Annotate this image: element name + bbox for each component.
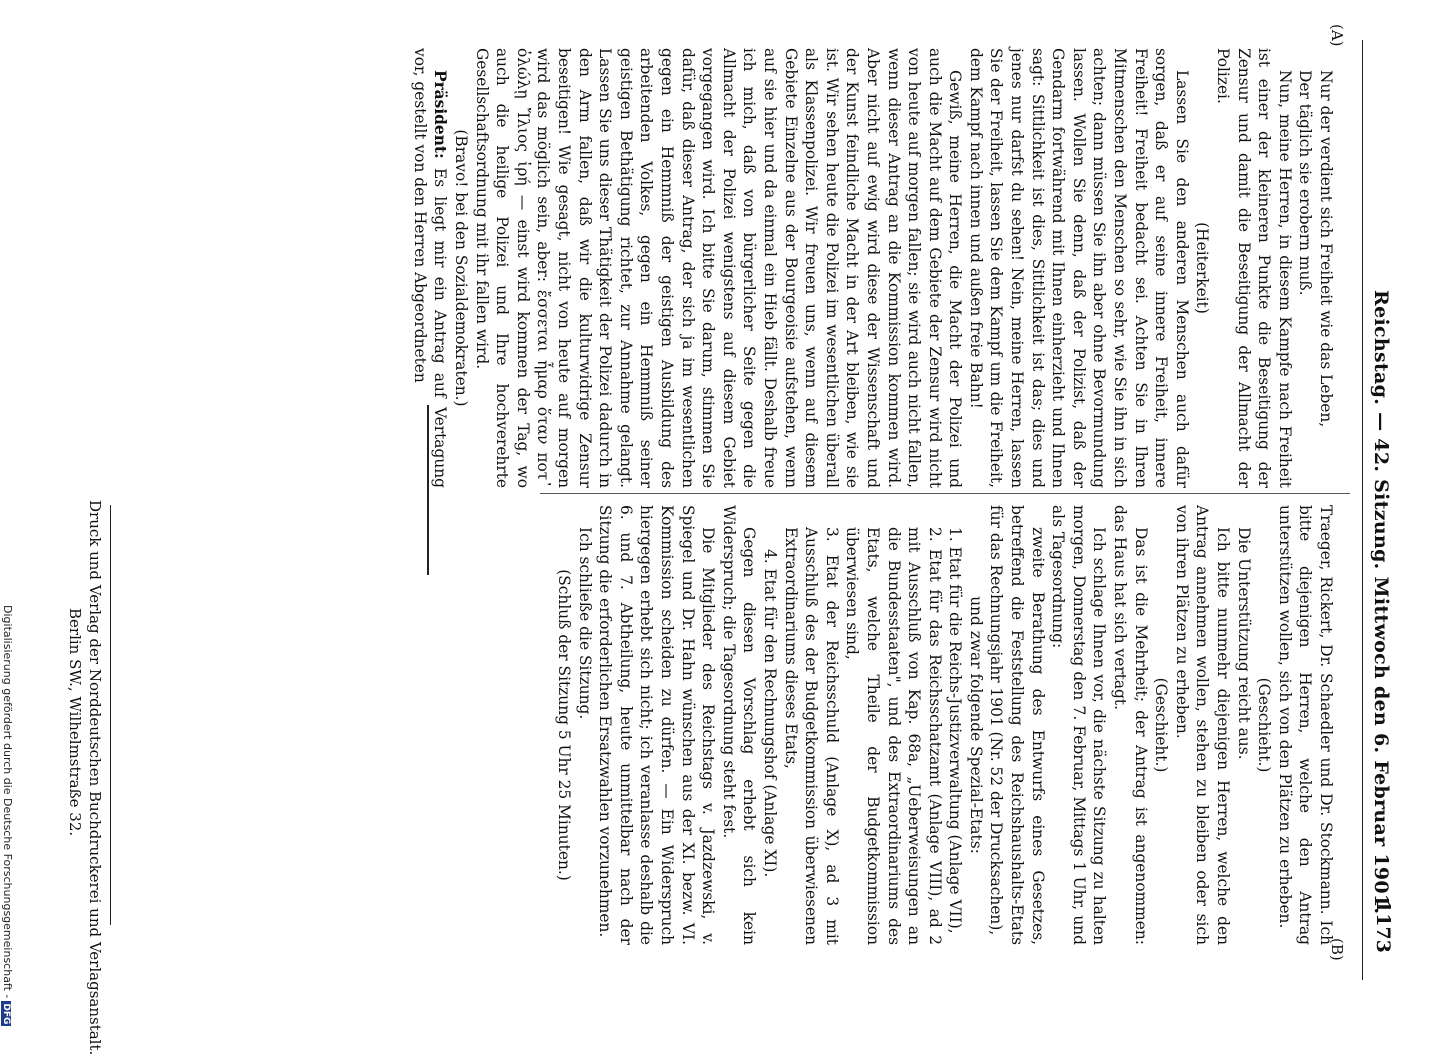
- left-column-paragraph: (Bravo! bei den Sozialdemokraten.): [452, 129, 471, 407]
- page-number: 1173: [1372, 900, 1394, 953]
- text-column-right: [556, 505, 1336, 945]
- right-column-paragraph: (Geschieht.): [1255, 677, 1274, 773]
- right-column-paragraph: Gegen diesen Vorschlag erhebt sich kein Widerspruch; die Tagesordnung steht fest.: [719, 505, 759, 945]
- text-column-left: [410, 48, 1336, 488]
- running-header: [1370, 290, 1392, 914]
- margin-marker-a: (A): [1328, 24, 1346, 47]
- header-rule: [1362, 40, 1363, 980]
- imprint-line-2: Berlin SW., Wilhelmstraße 32.: [66, 608, 84, 837]
- left-column-paragraph: (Heiterkeit): [1193, 222, 1212, 314]
- right-column-paragraph: 4. Etat für den Rechnungshof (Anlage XI).: [760, 549, 779, 878]
- left-column-paragraph: Der täglich sie erobern muß.: [1296, 70, 1315, 296]
- right-column-paragraph: Traeger, Rickert, Dr. Schaedler und Dr. Stockmann. Ich bitte diejenigen Herren, welche den Antrag unterstützen wollen, sich von den Plätzen zu erheben.: [1275, 505, 1335, 945]
- right-column-paragraph: zweite Berathung des Entwurfs eines Gesetzes, betreffend die Feststellung des Reichshaushalts-Etats für das Rechnungsjahr 1901 (Nr. 52 der Drucksachen),: [987, 505, 1047, 945]
- right-column-paragraph: (Schluß der Sitzung 5 Uhr 25 Minuten.): [555, 569, 574, 881]
- decorative-vertical-line: [427, 405, 429, 575]
- imprint-line-1: Druck und Verlag der Norddeutschen Buchdruckerei und Verlagsanstalt.: [86, 500, 104, 1055]
- right-column-paragraph: 3. Etat der Reichsschuld (Anlage X), ad 3 mit Ausschluß des der Budgetkommission überwiesenen Extraordinariums dieses Etats,: [781, 527, 841, 945]
- left-column-paragraph: Nun, meine Herren, in diesem Kampfe nach Freiheit ist einer der kleineren Punkte die Beseitigung der Zensur und damit die Beseitigung der Allmacht der Polizei.: [1214, 48, 1294, 488]
- dfg-logo: DFG: [1, 1003, 11, 1025]
- right-column-paragraph: Das ist die Mehrheit; der Antrag ist angenommen: das Haus hat sich vertagt.: [1111, 505, 1150, 945]
- right-column-paragraph: 2. Etat für das Reichsschatzamt (Anlage VIII), ad 2 mit Ausschluß von Kap. 68a, „Ueberweisungen an die Bundesstaaten", und des Extraordinariums des Etats, welche Theile der Budgetkommission überwiesen sind,: [843, 527, 944, 945]
- column-divider: [540, 493, 1350, 494]
- right-column-paragraph: Die Unterstützung reicht aus.: [1234, 527, 1253, 760]
- right-column-paragraph: 1. Etat für die Reichs-Justizverwaltung (Anlage VII),: [946, 527, 965, 934]
- right-column-paragraph: Die Mitglieder des Reichstags v. Jazdzewski, v. Spiegel und Dr. Hahn wünschen aus der XI. bezw. VI. Kommission scheiden zu dürfen. — Ein Widerspruch hiergegen erhebt sich nicht; ich veranlasse deshalb die 6. und 7. Abtheilung, heute unmittelbar nach der Sitzung die erforderlichen Ersatzwahlen vorzunehmen.: [596, 505, 718, 945]
- left-column-paragraph: Nur der verdient sich Freiheit wie das Leben,: [1317, 70, 1335, 428]
- digitization-note-text: Digitalisierung gefördert durch die Deutsche Forschungsgemeinschaft -: [1, 605, 14, 999]
- right-column-paragraph: Ich schlage Ihnen vor, die nächste Sitzung zu halten morgen, Donnerstag den 7. Februar, Mittags 1 Uhr, und als Tagesordnung:: [1049, 505, 1109, 945]
- right-column-paragraph: Ich schließe die Sitzung.: [575, 527, 594, 720]
- right-column-paragraph: und zwar folgende Spezial-Etats:: [966, 596, 985, 854]
- left-column-paragraph: Lassen Sie den anderen Menschen auch dafür sorgen, daß er auf seine innere Freiheit, innere Freiheit! Freiheit bedacht sei. Achten Sie in Ihren Mitmenschen den Menschen so sehr, wie Sie ihn in sich achten; dann müssen Sie ihn aber ohne Bevormundung lassen. Wollen Sie denn, daß der Polizist, daß der Gendarm fortwährend mit Ihnen einherzieht und Ihnen sagt: Sittlichkeit ist dies, Sittlichkeit ist das; dies und jenes nur darfst du sehen! Nein, meine Herren, lassen Sie der Freiheit, lassen Sie dem Kampf um die Freiheit, dem Kampf nach innen und außen freie Bahn!: [966, 48, 1191, 488]
- right-column-paragraph: (Geschieht.): [1152, 677, 1171, 773]
- margin-marker-b: (B): [1328, 938, 1346, 961]
- left-column-paragraph: Gewiß, meine Herren, die Macht der Polizei und auch die Macht auf dem Gebiete der Zensur wird nicht von heute auf morgen fallen; sie wird auch nicht fallen, wenn dieser Antrag an die Kommission kommen wird. Aber nicht auf ewig wird diese der Wissenschaft und der Kunst feindliche Macht in der Art bleiben, wie sie ist. Wir sehen heute die Polizei im wesentlichen überall als Klassenpolizei. Wir freuen uns, wenn auf diesem Gebiete Einzelne aus der Bourgeoisie aufstehen, wenn auf sie hier und da einmal ein Hieb fällt. Deshalb freue ich mich, daß von bürgerlicher Seite gegen die Allmacht der Polizei wenigstens auf diesem Gebiet vorgegangen wird. Ich bitte Sie darum, stimmen Sie dafür, daß dieser Antrag, der sich ja im wesentlichen gegen ein Hemmniß der geistigen Ausbildung des arbeitenden Volkes, gegen ein Hemmniß seiner geistigen Bethätigung richtet, zur Annahme gelangt. Lassen Sie uns dieser Thätigkeit der Polizei dadurch in den Arm fallen, daß wir die kulturwidrige Zensur beseitigen! Wie gesagt, nicht von heute auf morgen wird das möglich sein, aber: ἔσσεται ἦμαρ ὅταν ποτ᾽ ὀλώλῃ Ἴλιος ἱρή — einst wird kommen der Tag, wo auch die heilige Polizei und Ihre hochverehrte Gesellschaftsordnung mit ihr fallen wird.: [472, 48, 965, 488]
- digitization-note: [1, 605, 14, 1026]
- header-title: Reichstag. — 42. Sitzung. Mittwoch den 6. Februar 1901.: [1370, 290, 1392, 915]
- left-column-paragraph: Präsident: Es liegt mir ein Antrag auf Vertagung vor, gestellt von den Herren Abgeordneten: [410, 48, 450, 488]
- imprint-rule: [110, 505, 111, 925]
- right-column-paragraph: Ich bitte nunmehr diejenigen Herren, welche den Antrag annehmen wollen, stehen zu bleiben oder sich von ihren Plätzen zu erheben.: [1172, 505, 1233, 945]
